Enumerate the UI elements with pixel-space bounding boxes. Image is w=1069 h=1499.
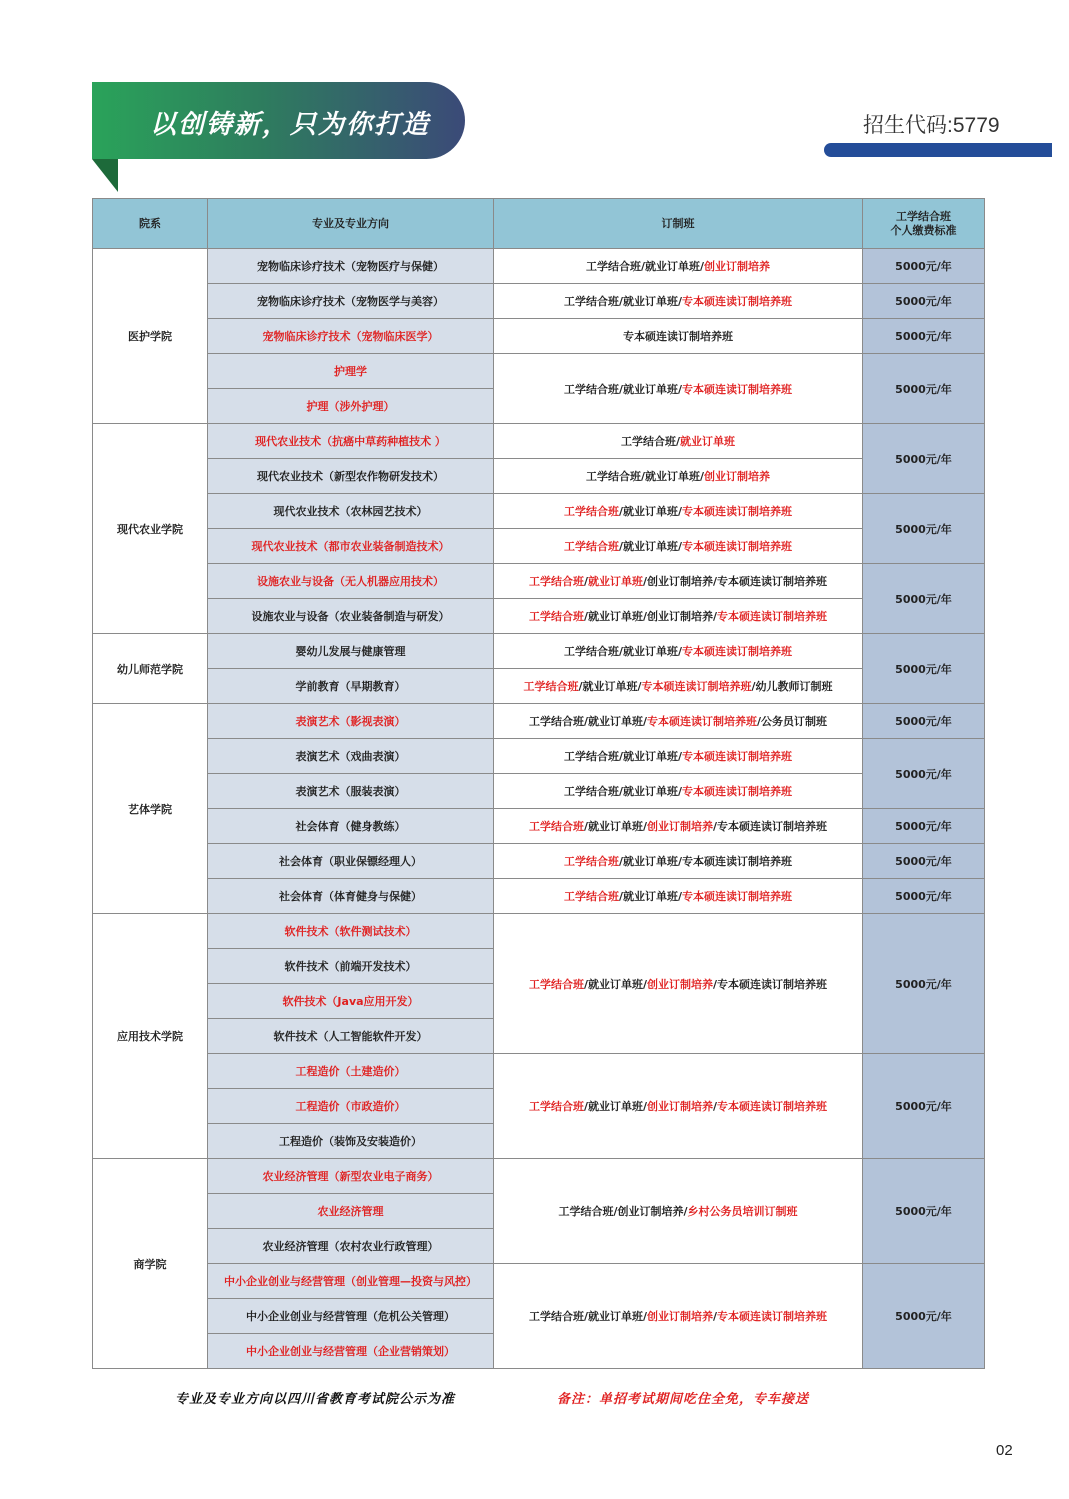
table-row [93,774,985,809]
code-accent-bar [824,143,1052,157]
major-cell: 现代农业技术（抗癌中草药种植技术 ） [208,424,494,459]
table-row [93,249,985,284]
class-cell: 工学结合班/就业订单班/创业订制培养/专本硕连读订制培养班 [494,1054,863,1159]
footer-note: 专业及专业方向以四川省教育考试院公示为准 [175,1392,456,1407]
table-row [93,564,985,599]
fee-cell: 5000元/年 [863,494,985,564]
fee-cell: 5000元/年 [863,809,985,844]
table-row [93,634,985,669]
major-cell: 工程造价（装饰及安装造价） [208,1124,494,1159]
class-cell: 工学结合班/就业订单班/专本硕连读订制培养班/公务员订制班 [494,704,863,739]
major-cell: 宠物临床诊疗技术（宠物医学与美容） [208,284,494,319]
fee-cell: 5000元/年 [863,914,985,1054]
major-cell: 社会体育（职业保镖经理人） [208,844,494,879]
major-cell: 现代农业技术（都市农业装备制造技术） [208,529,494,564]
major-cell: 软件技术（Java应用开发） [208,984,494,1019]
major-cell: 社会体育（健身教练） [208,809,494,844]
table-row [93,354,985,389]
table-row [93,1264,985,1299]
fee-cell: 5000元/年 [863,634,985,704]
major-cell: 表演艺术（影视表演） [208,704,494,739]
department-cell: 应用技术学院 [93,914,208,1159]
slogan-text: 以创铸新，只为你打造 [150,110,431,140]
fee-cell: 5000元/年 [863,1054,985,1159]
class-cell: 工学结合班/就业订单班/专本硕连读订制培养班 [494,774,863,809]
major-cell: 宠物临床诊疗技术（宠物医疗与保健） [208,249,494,284]
major-cell: 社会体育（体育健身与保健） [208,879,494,914]
major-cell: 中小企业创业与经营管理（企业营销策划） [208,1334,494,1369]
major-cell: 软件技术（前端开发技术） [208,949,494,984]
major-cell: 农业经济管理（新型农业电子商务） [208,1159,494,1194]
table-row [93,669,985,704]
major-cell: 护理学 [208,354,494,389]
fee-cell: 5000元/年 [863,739,985,809]
class-cell: 专本硕连读订制培养班 [494,319,863,354]
fee-cell: 5000元/年 [863,1264,985,1369]
major-cell: 农业经济管理（农村农业行政管理） [208,1229,494,1264]
fee-cell: 5000元/年 [863,424,985,494]
class-cell: 工学结合班/就业订单班/专本硕连读订制培养班 [494,284,863,319]
footer-remark: 备注：单招考试期间吃住全免，专车接送 [557,1392,810,1407]
table-row [93,704,985,739]
table-row [93,529,985,564]
table-row [93,1159,985,1194]
major-cell: 现代农业技术（新型农作物研发技术） [208,459,494,494]
major-cell: 宠物临床诊疗技术（宠物临床医学） [208,319,494,354]
fee-cell: 5000元/年 [863,564,985,634]
class-cell: 工学结合班/就业订单班/创业订制培养/专本硕连读订制培养班 [494,1264,863,1369]
table-row [93,424,985,459]
table-row [93,494,985,529]
class-cell: 工学结合班/就业订单班/创业订制培养/专本硕连读订制培养班 [494,914,863,1054]
class-cell: 工学结合班/就业订单班/创业订制培养 [494,459,863,494]
header-fee-text: 工学结合班 个人缴费标准 [890,209,957,237]
department-cell: 医护学院 [93,249,208,424]
fee-cell: 5000元/年 [863,879,985,914]
class-cell: 工学结合班/就业订单班/创业订制培养 [494,249,863,284]
major-cell: 表演艺术（服装表演） [208,774,494,809]
department-cell: 艺体学院 [93,704,208,914]
department-cell: 幼儿师范学院 [93,634,208,704]
department-cell: 商学院 [93,1159,208,1369]
class-cell: 工学结合班/就业订单班/专本硕连读订制培养班 [494,879,863,914]
fee-cell: 5000元/年 [863,844,985,879]
table-row [93,809,985,844]
enrollment-code: 招生代码:5779 [863,114,1000,137]
class-cell: 工学结合班/就业订单班/专本硕连读订制培养班 [494,354,863,424]
fee-cell: 5000元/年 [863,1159,985,1264]
header-fee [863,199,985,249]
class-cell: 工学结合班/就业订单班/专本硕连读订制培养班 [494,529,863,564]
class-cell: 工学结合班/就业订单班/专本硕连读订制培养班 [494,739,863,774]
table-row [93,914,985,949]
major-cell: 护理（涉外护理） [208,389,494,424]
table-row [93,459,985,494]
major-cell: 软件技术（软件测试技术） [208,914,494,949]
fee-cell: 5000元/年 [863,319,985,354]
major-cell: 软件技术（人工智能软件开发） [208,1019,494,1054]
class-cell: 工学结合班/就业订单班 [494,424,863,459]
table-row [93,284,985,319]
fee-cell: 5000元/年 [863,354,985,424]
class-cell: 工学结合班/就业订单班/专本硕连读订制培养班 [494,844,863,879]
class-cell: 工学结合班/就业订单班/创业订制培养/专本硕连读订制培养班 [494,564,863,599]
major-cell: 工程造价（土建造价） [208,1054,494,1089]
table-header-row [93,199,985,249]
class-cell: 工学结合班/就业订单班/专本硕连读订制培养班 [494,494,863,529]
page-number: 02 [996,1442,1013,1459]
table-row [93,879,985,914]
header-custom-class: 订制班 [494,199,863,249]
class-cell: 工学结合班/就业订单班/专本硕连读订制培养班/幼儿教师订制班 [494,669,863,704]
major-cell: 中小企业创业与经营管理（创业管理—投资与风控） [208,1264,494,1299]
fee-cell: 5000元/年 [863,284,985,319]
program-table [92,198,985,1369]
table-row [93,319,985,354]
department-cell: 现代农业学院 [93,424,208,634]
major-cell: 表演艺术（戏曲表演） [208,739,494,774]
major-cell: 婴幼儿发展与健康管理 [208,634,494,669]
table-row [93,1054,985,1089]
major-cell: 现代农业技术（农林园艺技术） [208,494,494,529]
major-cell: 设施农业与设备（农业装备制造与研发） [208,599,494,634]
fee-cell: 5000元/年 [863,249,985,284]
table-row [93,844,985,879]
table-row [93,599,985,634]
major-cell: 学前教育（早期教育） [208,669,494,704]
class-cell: 工学结合班/就业订单班/创业订制培养/专本硕连读订制培养班 [494,809,863,844]
class-cell: 工学结合班/就业订单班/创业订制培养/专本硕连读订制培养班 [494,599,863,634]
banner-fold [92,159,118,192]
major-cell: 工程造价（市政造价） [208,1089,494,1124]
fee-cell: 5000元/年 [863,704,985,739]
major-cell: 农业经济管理 [208,1194,494,1229]
table-row [93,739,985,774]
major-cell: 中小企业创业与经营管理（危机公关管理） [208,1299,494,1334]
header-department: 院系 [93,199,208,249]
class-cell: 工学结合班/就业订单班/专本硕连读订制培养班 [494,634,863,669]
class-cell: 工学结合班/创业订制培养/乡村公务员培训订制班 [494,1159,863,1264]
header-major: 专业及专业方向 [208,199,494,249]
major-cell: 设施农业与设备（无人机器应用技术） [208,564,494,599]
